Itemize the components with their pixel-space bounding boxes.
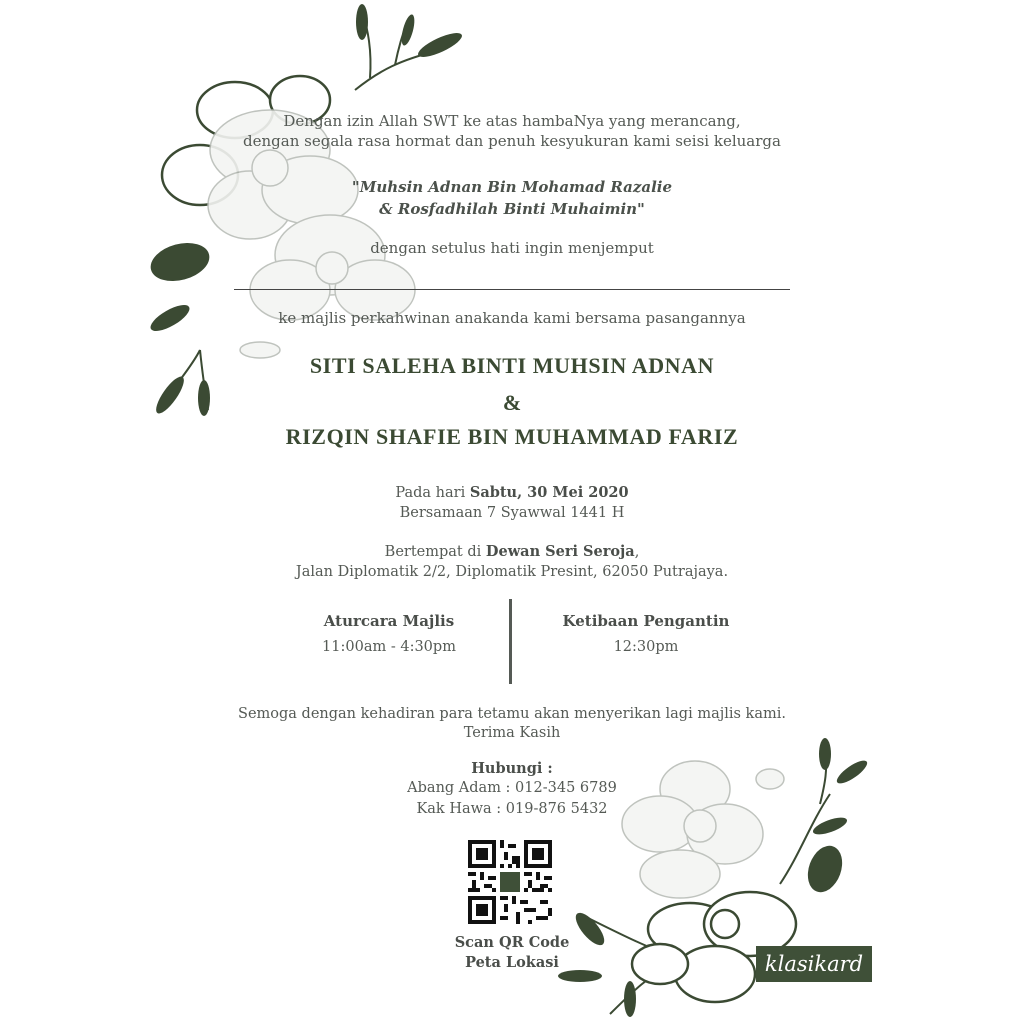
- majlis-line: ke majlis perkahwinan anakanda kami bersama pasangannya: [278, 309, 746, 327]
- venue-suffix: ,: [634, 544, 640, 560]
- venue-address: Jalan Diplomatik 2/2, Diplomatik Presint, 62050 Putrajaya.: [295, 564, 729, 580]
- closing-line-1: Semoga dengan kehadiran para tetamu akan menyerikan lagi majlis kami.: [238, 706, 786, 722]
- hijri-date: Bersamaan 7 Syawwal 1441 H: [399, 505, 625, 521]
- schedule-time-1: 11:00am - 4:30pm: [322, 639, 456, 655]
- intro-line-2: dengan segala rasa hormat dan penuh kesyukuran kami seisi keluarga: [243, 132, 781, 150]
- schedule-divider: [509, 599, 512, 684]
- qr-label-1: Scan QR Code: [454, 934, 570, 951]
- venue-name: Dewan Seri Seroja: [485, 543, 635, 560]
- date-line: [0, 482, 1024, 504]
- date-day: Sabtu, 30 Mei 2020: [469, 484, 629, 501]
- invite-line: dengan setulus hati ingin menjemput: [370, 239, 654, 257]
- ampersand: &: [502, 390, 522, 415]
- qr-label-2: Peta Lokasi: [465, 954, 559, 971]
- parents-line-2: & Rosfadhilah Binti Muhaimin": [379, 200, 645, 218]
- brand-logo: klasikard: [756, 946, 872, 982]
- groom-name: RIZQIN SHAFIE BIN MUHAMMAD FARIZ: [285, 424, 739, 449]
- qr-code[interactable]: [468, 840, 552, 924]
- closing-line-2: Terima Kasih: [463, 725, 561, 741]
- bride-name: SITI SALEHA BINTI MUHSIN ADNAN: [309, 353, 715, 378]
- schedule-title-1: Aturcara Majlis: [323, 612, 455, 630]
- contact-person-1: Abang Adam : 012-345 6789: [407, 780, 617, 796]
- contact-title: Hubungi :: [471, 760, 553, 777]
- horizontal-divider: [234, 289, 790, 290]
- venue-line: [0, 541, 1024, 563]
- date-prefix: Pada hari: [395, 485, 470, 501]
- schedule-title-2: Ketibaan Pengantin: [562, 612, 730, 630]
- intro-line-1: Dengan izin Allah SWT ke atas hambaNya yang merancang,: [283, 112, 741, 130]
- schedule-time-2: 12:30pm: [613, 639, 679, 655]
- parents-line-1: "Muhsin Adnan Bin Mohamad Razalie: [351, 178, 673, 196]
- contact-person-2: Kak Hawa : 019-876 5432: [416, 801, 608, 817]
- venue-prefix: Bertempat di: [384, 544, 486, 560]
